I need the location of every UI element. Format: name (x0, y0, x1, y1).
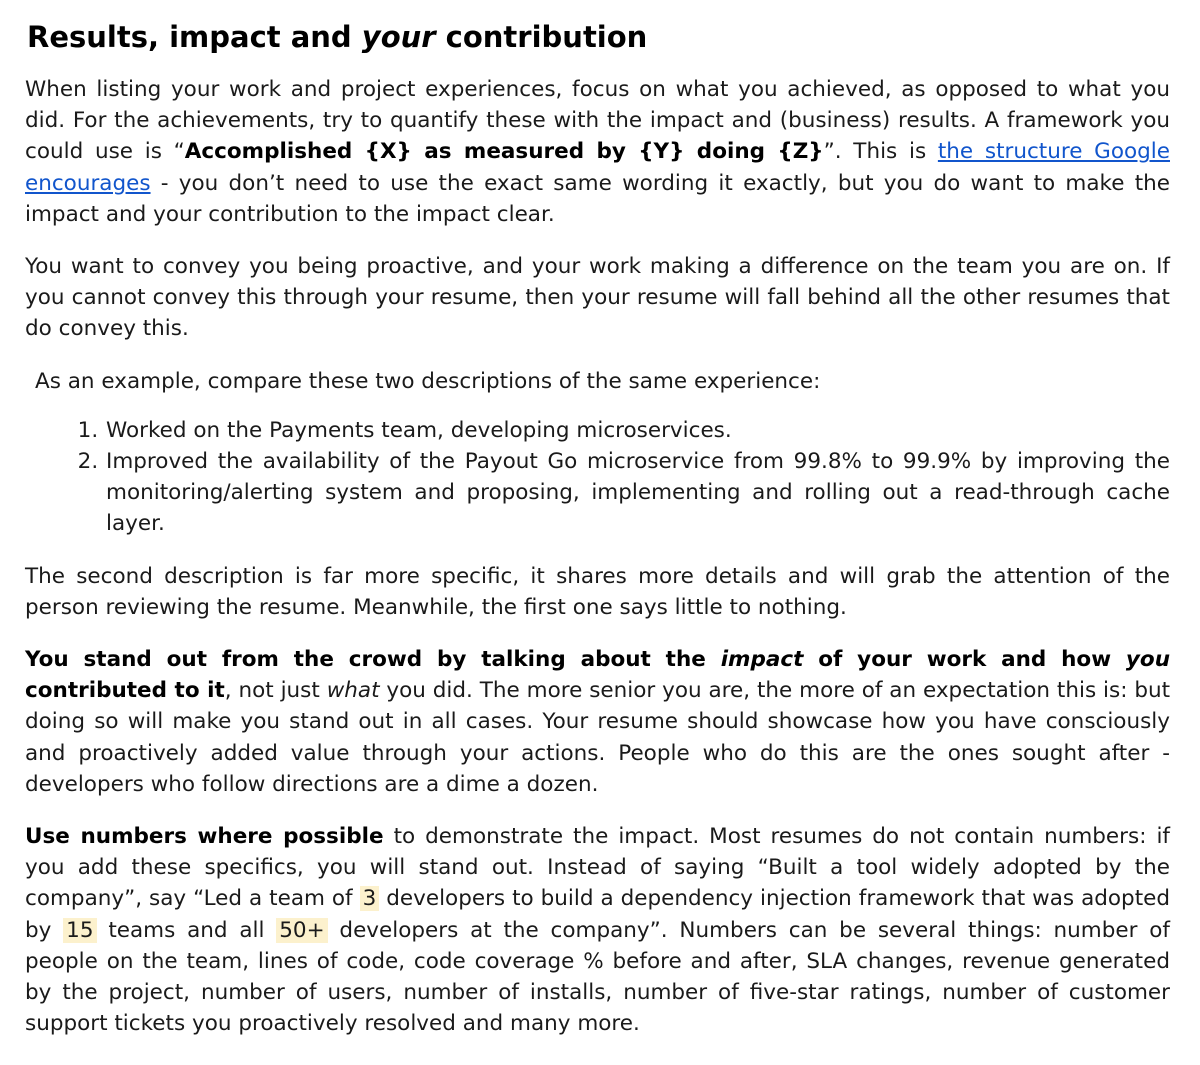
paragraph-example-intro: As an example, compare these two descriptions of the same experience: (35, 368, 821, 394)
highlighted-number: 15 (63, 918, 96, 943)
p6-bold-lead: Use numbers where possible (25, 824, 384, 850)
google-structure-link[interactable]: the structure Google encourages (25, 139, 1170, 196)
p5-text-1: , not just (224, 678, 327, 704)
highlighted-number: 3 (360, 886, 380, 911)
p6-text-4: developers at the company”. Numbers can be several things: number of people on the team, lines of code, code coverage % before and after, SLA changes, revenue generated by the project, number of users, number of installs, number of five-star ratings, number of customer support tickets you proactively resolved and many more. (25, 917, 1170, 1037)
paragraph-comparison: The second description is far more specific, it shares more details and will grab the attention of the person reviewing the resume. Meanwhile, the first one says little to nothing. (25, 563, 1170, 620)
paragraph-numbers (25, 821, 1170, 1039)
p5-bold-italic-you: you (1125, 647, 1170, 673)
p5-bold-italic-impact: impact (720, 647, 804, 673)
paragraph-proactive: You want to convey you being proactive, and your work making a difference on the team you are on. If you cannot convey this through your resume, then your resume will fall behind all the other resumes that do convey this. (25, 254, 1170, 342)
p1-text-2: ”. This is (823, 139, 938, 165)
framework-formula: Accomplished {X} as measured by {Y} doing {Z} (184, 139, 824, 165)
p5-bold-1: You stand out from the crowd by talking about the (25, 647, 721, 673)
paragraph-stand-out (25, 644, 1170, 800)
p6-text-3: teams and all (96, 917, 277, 943)
p5-bold-2: of your work and how (803, 647, 1126, 673)
heading-text-post: contribution (435, 20, 648, 54)
highlighted-number: 50+ (276, 918, 327, 943)
list-item: 1. Worked on the Payments team, developing microservices. (105, 415, 1170, 446)
p5-text-2: you did. The more senior you are, the more of an expectation this is: but doing so will make you stand out in all cases. Your resume should showcase how you have consciously and proactively added value through your actions. People who do this are the ones sought after - developers who follow directions are a dime a dozen. (25, 678, 1171, 797)
p5-bold-3: contributed to it (25, 678, 225, 704)
section-heading (27, 14, 1170, 60)
p1-text-1: When listing your work and project experiences, focus on what you achieved, as opposed to what you did. For the achievements, try to quantify these with the impact and (business) results. A framework you could use is “ (25, 77, 1170, 165)
heading-emphasis: your (361, 20, 436, 54)
p6-text-1: to demonstrate the impact. Most resumes do not contain numbers: if you add these specifics, you will stand out. Instead of saying “Built a tool widely adopted by the company”, say “Led a team of (25, 824, 1170, 912)
example-list (25, 415, 1170, 540)
heading-text-pre: Results, impact and (27, 20, 362, 54)
p6-text-2: developers to build a dependency injection framework that was adopted by (25, 886, 1171, 943)
p5-italic-what: what (326, 678, 380, 704)
p1-text-3: - you don’t need to use the exact same wording it exactly, but you do want to make the impact and your contribution to the impact clear. (25, 170, 1170, 227)
paragraph-framework (25, 74, 1170, 230)
list-item: 2. Improved the availability of the Payout Go microservice from 99.8% to 99.9% by improving the monitoring/alerting system and proposing, implementing and rolling out a read-through cache layer. (105, 446, 1170, 540)
